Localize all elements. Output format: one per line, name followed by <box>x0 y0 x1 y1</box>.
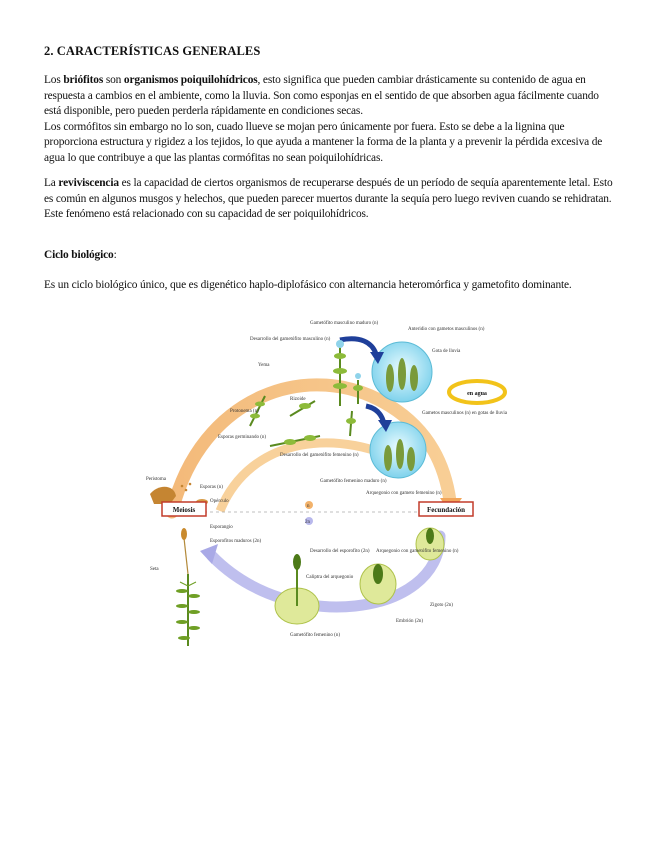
svg-text:Esporangio: Esporangio <box>210 525 233 530</box>
svg-text:Yema: Yema <box>258 363 270 368</box>
svg-text:Zigoto (2n): Zigoto (2n) <box>430 603 453 608</box>
svg-text:Caliptra del arquegonio: Caliptra del arquegonio <box>306 575 354 580</box>
svg-text:Embrión (2n): Embrión (2n) <box>396 619 424 624</box>
en-agua-label: en agua <box>467 391 487 397</box>
svg-text:Desarrollo del gametófito masc: Desarrollo del gametófito masculino (n) <box>250 337 331 342</box>
moss-life-cycle-diagram <box>140 316 520 654</box>
text: , esto significa que pueden cambiar drásticamente su contenido de agua en respuesta a cambios en el ambiente, como la lluvia. Son como esponjas en el sentido de que absorben agua fácilmente cuando está disponible, pero pueden perderla rápidamente en condiciones secas. <box>44 74 599 118</box>
svg-text:2n: 2n <box>305 520 310 525</box>
svg-text:Arquegonio con gametófito feme: Arquegonio con gametófito femenino (n) <box>376 549 459 554</box>
section-heading: 2. CARACTERÍSTICAS GENERALES <box>44 44 261 58</box>
svg-text:Esporas germinando (n): Esporas germinando (n) <box>218 435 267 440</box>
svg-text:Gota de lluvia: Gota de lluvia <box>432 349 461 354</box>
paragraph-ciclo-description: Es un ciclo biológico único, que es digenético haplo-diplofásico con alternancia heteromórfica y gametofito dominante. <box>44 279 572 291</box>
svg-text:Peristoma: Peristoma <box>146 477 166 482</box>
text: La <box>44 177 56 189</box>
text-cormofitos: Los cormófitos sin embargo no lo son, cuado llueve se mojan pero únicamente por fuera. Esto se debe a la lignina que proporciona estructura y rigidez a los tejidos, lo que ayuda a mantener la forma de la planta y a prevenir la pérdida excesiva de agua lo que contribuye a que las plantas cormófitas no sean poiquilohídricas. <box>44 120 603 164</box>
text: es la capacidad de ciertos organismos de recuperarse después de un período de sequía aparentemente letal. Esto es común en algunos musgos y helechos, que pueden parecer muertos durante la sequía pero luego reviven cuando se rehidratan. Este fenómeno está relacionado con su capacidad de ser poiquilohídricos. <box>44 177 613 221</box>
svg-text:Arquegonio con gameto femenino: Arquegonio con gameto femenino (n) <box>366 491 442 496</box>
svg-text:Esporofitos maduros (2n): Esporofitos maduros (2n) <box>210 539 262 544</box>
bold-term-poiquilohidricos: organismos poiquilohídricos <box>123 74 258 86</box>
svg-text:Gametos masculinos (n) en gota: Gametos masculinos (n) en gotas de lluvia <box>422 411 507 416</box>
svg-text:Esporas (n): Esporas (n) <box>200 485 223 490</box>
svg-text:Desarrollo del esporofito (2n): Desarrollo del esporofito (2n) <box>310 549 370 554</box>
svg-text:Gametófito femenino maduro (n): Gametófito femenino maduro (n) <box>320 479 387 484</box>
paragraph-ciclo-heading <box>44 248 616 264</box>
svg-text:Opérculo: Opérculo <box>210 499 229 504</box>
svg-text:Anteridio con gametos masculin: Anteridio con gametos masculinos (n) <box>408 327 485 332</box>
svg-text:Gametófito femenino (n): Gametófito femenino (n) <box>290 633 340 638</box>
bold-term-reviviscencia: reviviscencia <box>58 177 119 189</box>
bold-term-briofitos: briófitos <box>63 74 104 86</box>
svg-text:Desarrollo del gametófito feme: Desarrollo del gametófito femenino (n) <box>280 453 359 458</box>
svg-text:Gametófito masculino maduro (n: Gametófito masculino maduro (n) <box>310 321 379 326</box>
meiosis-label: Meiosis <box>172 506 196 514</box>
paragraph-poiquilohidricos <box>44 73 616 167</box>
svg-text:n: n <box>307 504 310 509</box>
fecundacion-label: Fecundación <box>426 506 466 514</box>
text: Los <box>44 74 61 86</box>
paragraph-reviviscencia <box>44 176 616 223</box>
svg-text:Seta: Seta <box>150 567 159 572</box>
diploid-phase-arrow <box>212 536 440 607</box>
svg-text:Protonema (n): Protonema (n) <box>230 409 259 414</box>
bold-term-ciclo-biologico: Ciclo biológico <box>44 249 114 261</box>
text: : <box>113 249 117 261</box>
svg-text:Rizoide: Rizoide <box>290 397 306 402</box>
text: son <box>105 74 122 86</box>
